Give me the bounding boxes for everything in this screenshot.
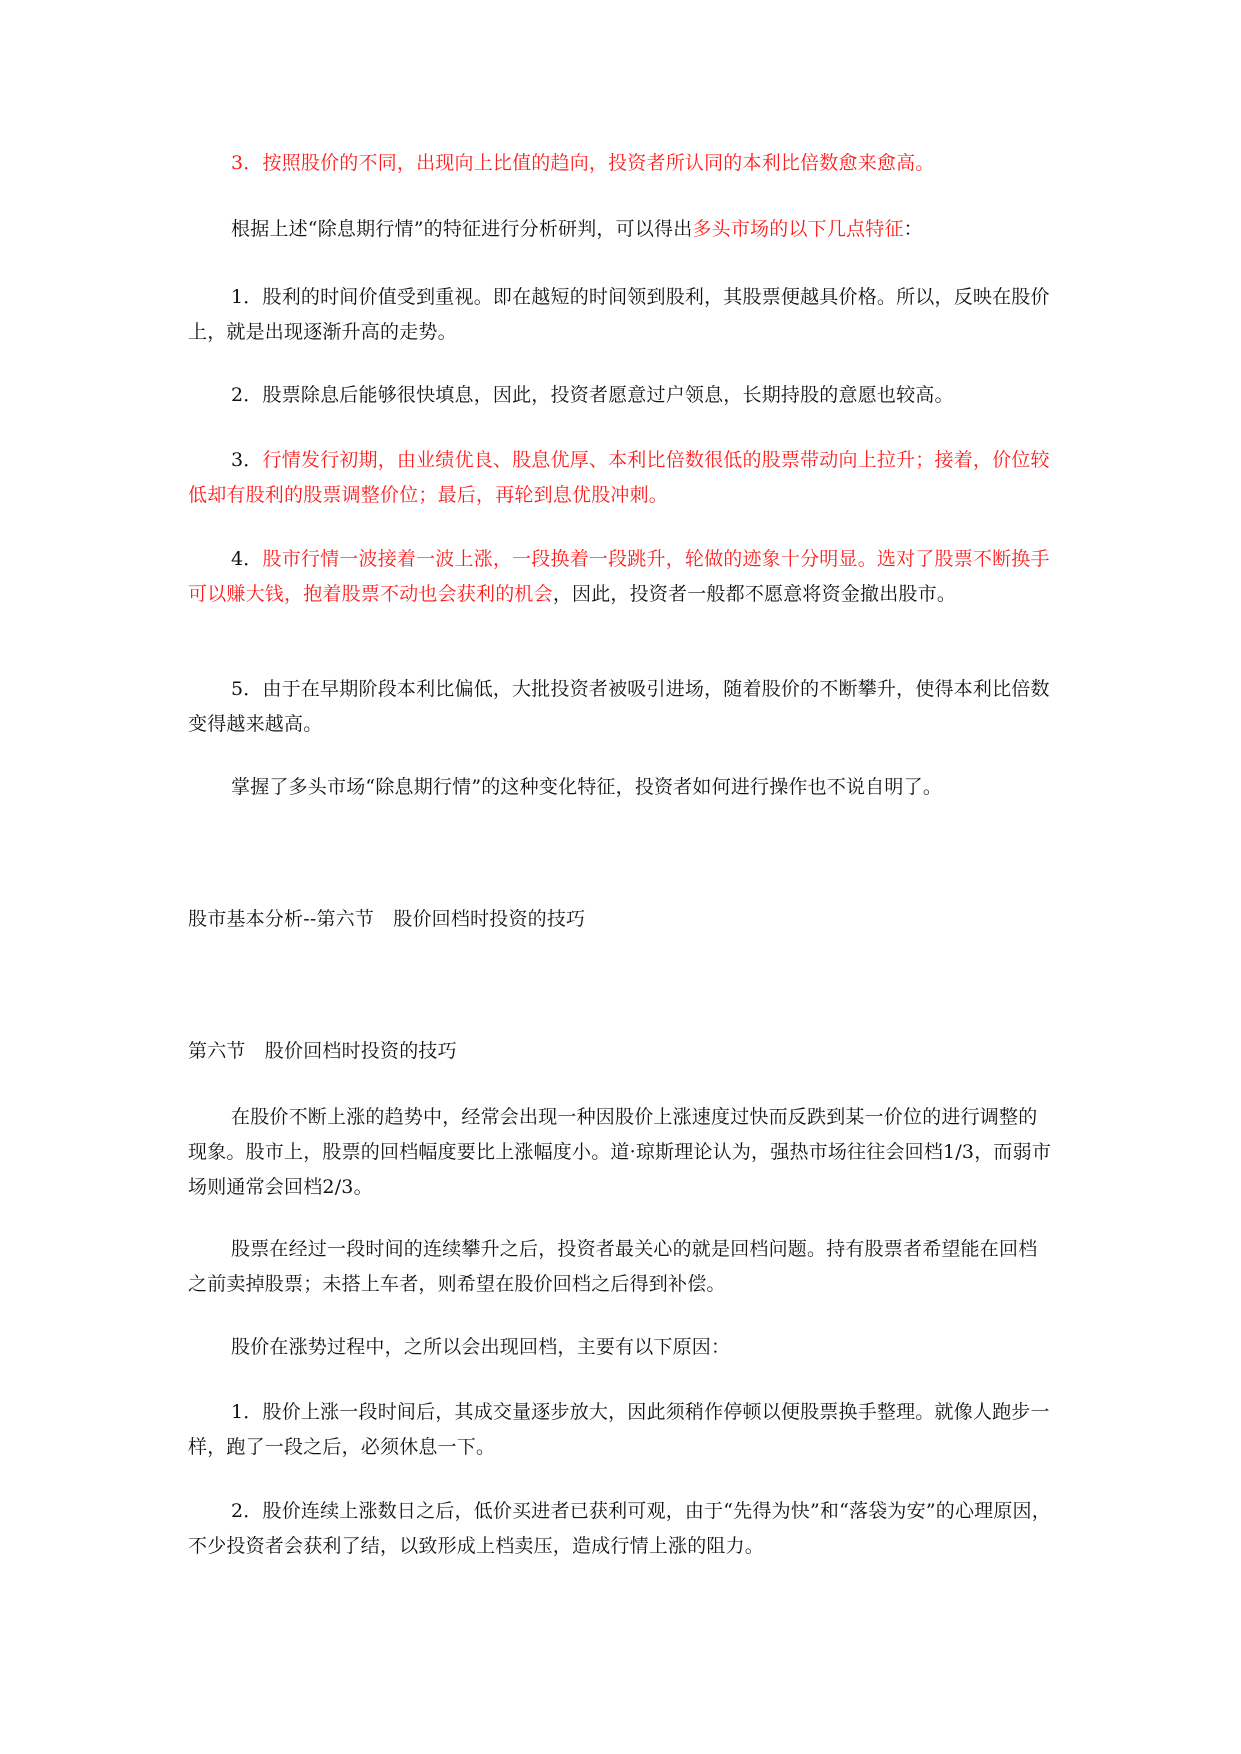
section-heading-sixth: 第六节 股价回档时投资的技巧 [188, 1040, 457, 1062]
paragraph-investor-concern: 股票在经过一段时间的连续攀升之后，投资者最关心的就是回档问题。持有股票者希望能在回档之前卖掉股票；未搭上车者，则希望在股价回档之后得到补偿。 [188, 1238, 1038, 1295]
section-heading-title: 股市基本分析--第六节 股价回档时投资的技巧 [188, 908, 586, 930]
highlight-bull-market-features: 多头市场的以下几点特征 [692, 218, 904, 240]
paragraph-feature-1: 1．股利的时间价值受到重视。即在越短的时间领到股利，其股票便越具价格。所以，反映在股价上，就是出现逐渐升高的走势。 [188, 286, 1050, 343]
paragraph-conclusion: 掌握了多头市场“除息期行情”的这种变化特征，投资者如何进行操作也不说自明了。 [231, 776, 943, 798]
feature-4-rest: ，因此，投资者一般都不愿意将资金撤出股市。 [552, 583, 957, 605]
paragraph-feature-5: 5．由于在早期阶段本利比偏低，大批投资者被吸引进场，随着股价的不断攀升，使得本利比倍数变得越来越高。 [188, 678, 1050, 735]
feature-4-highlight: 股市行情一波接着一波上涨，一段换着一段跳升，轮做的迹象十分明显。选对了股票不断换手可以赚大钱，抱着股票不动也会获利的机会 [188, 548, 1050, 605]
intro-colon: ： [903, 218, 923, 240]
paragraph-dividend-ratio: 3．按照股价的不同，出现向上比值的趋向，投资者所认同的本利比倍数愈来愈高。 [231, 152, 935, 174]
paragraph-feature-2: 2．股票除息后能够很快填息，因此，投资者愿意过户领息，长期持股的意愿也较高。 [231, 384, 954, 406]
feature-4-number: 4． [231, 548, 263, 570]
paragraph-retracement-intro: 在股价不断上涨的趋势中，经常会出现一种因股价上涨速度过快而反跌到某一价位的进行调整的现象。股市上，股票的回档幅度要比上涨幅度小。道·琼斯理论认为，强热市场往往会回档1/3，而弱市场则通常会回档2/3。 [188, 1106, 1052, 1198]
paragraph-reasons-intro: 股价在涨势过程中，之所以会出现回档，主要有以下原因： [231, 1336, 731, 1358]
paragraph-reason-1: 1．股价上涨一段时间后，其成交量逐步放大，因此须稍作停顿以便股票换手整理。就像人跑步一样，跑了一段之后，必须休息一下。 [188, 1401, 1050, 1458]
paragraph-bull-market-intro [188, 212, 1054, 247]
intro-text: 根据上述“除息期行情”的特征进行分析研判，可以得出 [231, 218, 693, 240]
paragraph-reason-2: 2．股价连续上涨数日之后，低价买进者已获利可观，由于“先得为快”和“落袋为安”的心理原因，不少投资者会获利了结，以致形成上档卖压，造成行情上涨的阻力。 [188, 1500, 1051, 1557]
feature-3-highlight: 行情发行初期，由业绩优良、股息优厚、本利比倍数很低的股票带动向上拉升；接着，价位较低却有股利的股票调整价位；最后，再轮到息优股冲刺。 [188, 449, 1050, 506]
paragraph-feature-3 [188, 443, 1054, 513]
paragraph-feature-4 [188, 542, 1054, 612]
feature-3-number: 3． [231, 449, 263, 471]
